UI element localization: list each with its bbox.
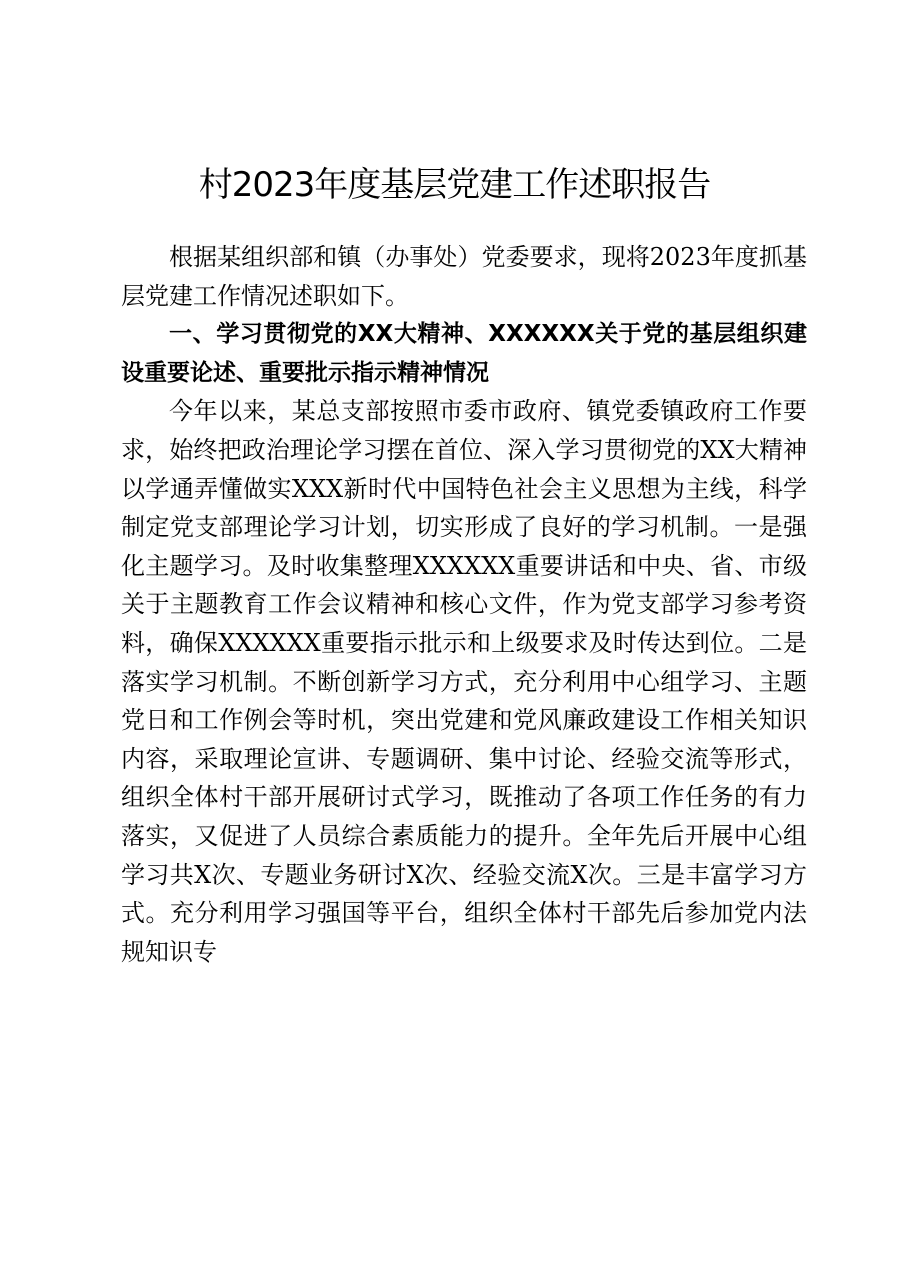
- document-title: 村2023年度基层党建工作述职报告: [198, 165, 711, 205]
- document-body: [121, 238, 807, 971]
- section-heading: 一、学习贯彻党的XX大精神、XXXXXX关于党的基层组织建设重要论述、重要批示指示精神情况: [121, 321, 807, 386]
- section-body-paragraph: 今年以来，某总支部按照市委市政府、镇党委镇政府工作要求，始终把政治理论学习摆在首位、深入学习贯彻党的XX大精神以学通弄懂做实XXX新时代中国特色社会主义思想为主线，科学制定党支部理论学习计划，切实形成了良好的学习机制。一是强化主题学习。及时收集整理XXXXXX重要讲话和中央、省、市级关于主题教育工作会议精神和核心文件，作为党支部学习参考资料，确保XXXXXX重要指示批示和上级要求及时传达到位。二是落实学习机制。不断创新学习方式，充分利用中心组学习、主题党日和工作例会等时机，突出党建和党风廉政建设工作相关知识内容，采取理论宣讲、专题调研、集中讨论、经验交流等形式，组织全体村干部开展研讨式学习，既推动了各项工作任务的有力落实，又促进了人员综合素质能力的提升。全年先后开展中心组学习共X次、专题业务研讨X次、经验交流X次。三是丰富学习方式。充分利用学习强国等平台，组织全体村干部先后参加党内法规知识专: [121, 397, 807, 966]
- intro-paragraph: 根据某组织部和镇（办事处）党委要求，现将2023年度抓基层党建工作情况述职如下。: [121, 243, 807, 310]
